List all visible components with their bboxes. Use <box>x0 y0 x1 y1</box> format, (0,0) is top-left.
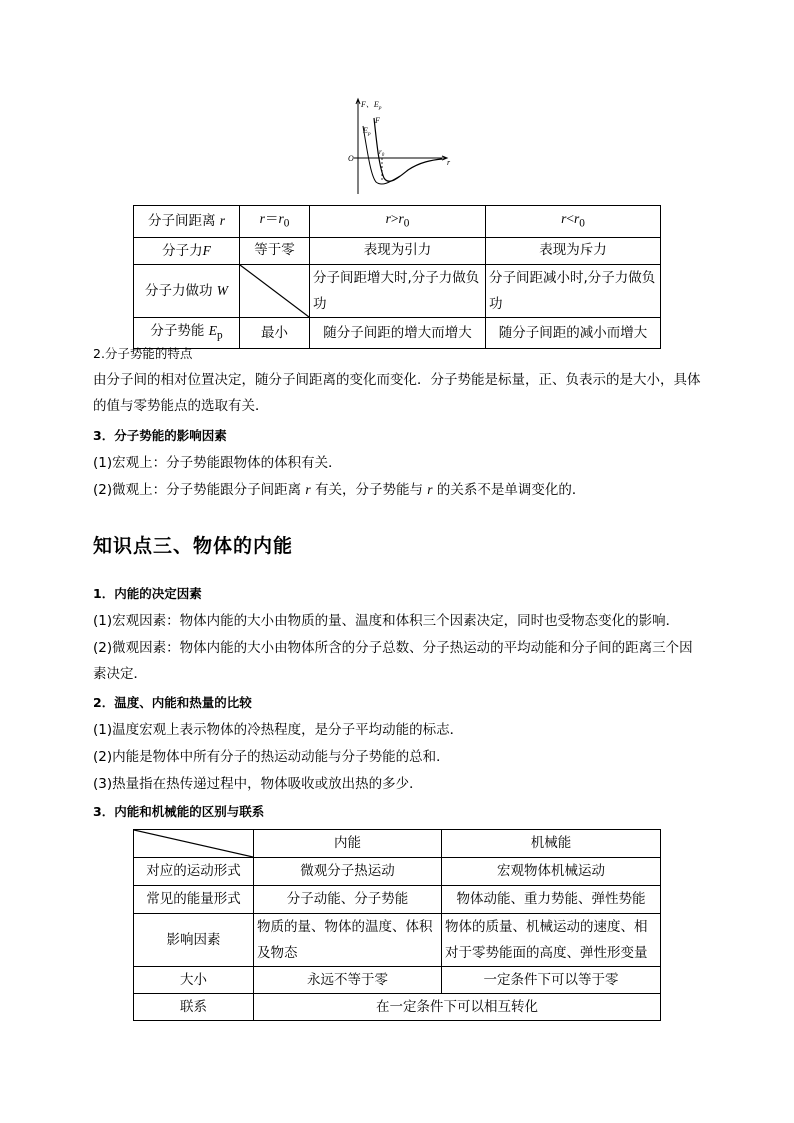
section3-macro: (1)宏观上：分子势能跟物体的体积有关． <box>93 455 342 471</box>
internal-cell: 分子动能、分子势能 <box>254 886 442 914</box>
section2-body: 由分子间的相对位置决定，随分子间距离的变化而变化．分子势能是标量，正、负表示的是大小，具体的值与零势能点的选取有关． <box>93 372 701 414</box>
work-lt: 分子间距减小时,分子力做负功 <box>486 264 661 317</box>
part2-item3: (3)热量指在热传递过程中，物体吸收或放出热的多少． <box>93 776 423 792</box>
energy-lt: 随分子间距的减小而增大 <box>486 317 661 349</box>
work-gt: 分子间距增大时,分子力做负功 <box>310 264 486 317</box>
part2-item2: (2)内能是物体中所有分子的热运动动能与分子势能的总和． <box>93 749 450 765</box>
diagonal-line <box>134 830 253 857</box>
internal-cell: 永远不等于零 <box>254 967 442 994</box>
part3-title: 3．内能和机械能的区别与联系 <box>93 804 265 819</box>
part1-micro: (2)微观因素：物体内能的大小由物体所含的分子总数、分子热运动的平均动能和分子间的距离三个因素决定． <box>93 640 693 682</box>
part2-item1: (1)温度宏观上表示物体的冷热程度，是分子平均动能的标志． <box>93 722 464 738</box>
mechanical-cell: 一定条件下可以等于零 <box>442 967 661 994</box>
curve-ep-label: $E_p$ <box>363 126 371 137</box>
force-energy-graph-svg <box>346 96 454 198</box>
part1-title: 1．内能的决定因素 <box>93 586 202 601</box>
x-axis-label: r <box>447 158 451 167</box>
force-eq: 等于零 <box>240 237 310 264</box>
force-lt: 表现为斥力 <box>486 237 661 264</box>
force-curve <box>374 118 442 181</box>
relation-label: 联系 <box>134 994 254 1021</box>
table-row <box>134 886 661 914</box>
table-row <box>134 237 661 264</box>
header-distance: 分子间距离 r <box>134 206 240 238</box>
internal-cell: 微观分子热运动 <box>254 858 442 886</box>
row-label: 对应的运动形式 <box>134 858 254 886</box>
energy-eq: 最小 <box>240 317 310 349</box>
header-lt: $r<r_0$ <box>486 206 661 238</box>
table-row <box>134 914 661 967</box>
energy-gt: 随分子间距的增大而增大 <box>310 317 486 349</box>
row-label: 影响因素 <box>134 914 254 967</box>
header-internal: 内能 <box>254 830 442 858</box>
part1-macro: (1)宏观因素：物体内能的大小由物质的量、温度和体积三个因素决定，同时也受物态变化的影响． <box>93 613 680 629</box>
header-mechanical: 机械能 <box>442 830 661 858</box>
row-energy-label: 分子势能 $E_p$ <box>134 317 240 349</box>
molecular-force-table <box>133 205 661 349</box>
table-row <box>134 858 661 886</box>
table-row <box>134 967 661 994</box>
diagonal-cell <box>134 830 254 858</box>
curve-f-label: F <box>375 116 380 125</box>
section3-title: 3．分子势能的影响因素 <box>93 428 227 443</box>
table-row <box>134 317 661 349</box>
internal-cell: 物质的量、物体的温度、体积及物态 <box>254 914 442 967</box>
relation-value: 在一定条件下可以相互转化 <box>254 994 661 1021</box>
r0-label: $r_0$ <box>379 148 385 158</box>
table-row <box>134 264 661 317</box>
part2-title: 2．温度、内能和热量的比较 <box>93 695 252 710</box>
row-label: 常见的能量形式 <box>134 886 254 914</box>
section2-title: 2.分子势能的特点 <box>93 346 193 361</box>
mechanical-cell: 物体的质量、机械运动的速度、相对于零势能面的高度、弹性形变量 <box>442 914 661 967</box>
page-heading: 知识点三、物体的内能 <box>93 535 294 557</box>
origin-label: O <box>348 154 354 163</box>
force-gt: 表现为引力 <box>310 237 486 264</box>
diagonal-line <box>240 265 309 317</box>
diagonal-cell <box>240 264 310 317</box>
table-row <box>134 830 661 858</box>
mechanical-cell: 物体动能、重力势能、弹性势能 <box>442 886 661 914</box>
y-axis-label: F、$E_p$ <box>361 100 382 111</box>
table-row <box>134 994 661 1021</box>
force-energy-graph <box>346 96 454 198</box>
header-gt: $r>r_0$ <box>310 206 486 238</box>
row-work-label: 分子力做功 W <box>134 264 240 317</box>
row-label: 大小 <box>134 967 254 994</box>
energy-comparison-table <box>133 829 661 1021</box>
table-row <box>134 206 661 238</box>
mechanical-cell: 宏观物体机械运动 <box>442 858 661 886</box>
row-force-label: 分子力F <box>134 237 240 264</box>
header-eq: $r=r_0$ <box>240 206 310 238</box>
section3-micro: (2)微观上：分子势能跟分子间距离 r 有关，分子势能与 r 的关系不是单调变化的． <box>93 482 586 498</box>
